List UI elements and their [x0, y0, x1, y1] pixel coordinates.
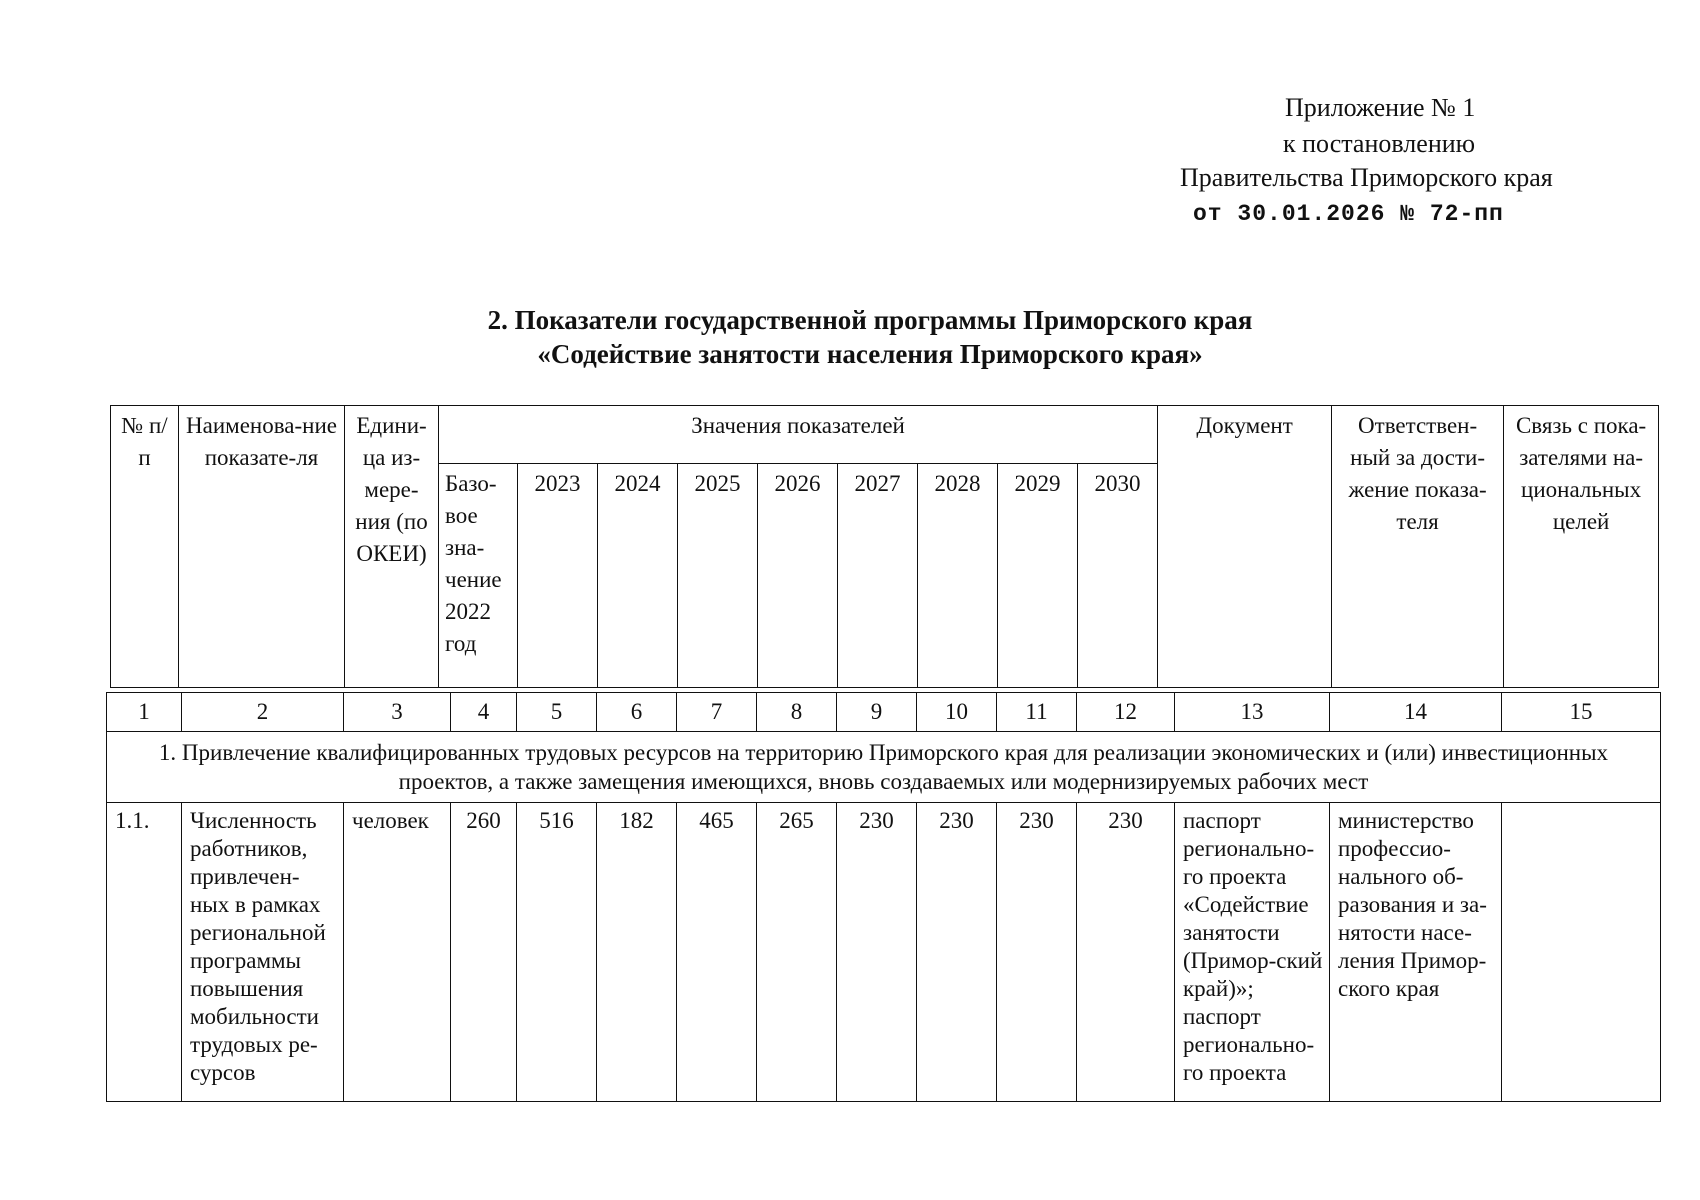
header-name: Наименова-ние показате-ля: [179, 406, 345, 688]
appendix-ref: к постановлению: [1283, 129, 1476, 158]
column-number: 13: [1175, 693, 1330, 732]
column-number: 2: [182, 693, 344, 732]
column-number: 6: [597, 693, 677, 732]
column-number: 5: [517, 693, 597, 732]
row-link: [1502, 803, 1661, 1102]
header-year: 2029: [998, 464, 1078, 688]
header-num: № п/п: [111, 406, 179, 688]
row-document: паспорт регионально-го проекта «Содействие занятости (Примор-ский край)»; паспорт регионально-го проекта: [1175, 803, 1330, 1102]
indicators-header-table: [110, 405, 1659, 688]
row-num: 1.1.: [107, 803, 182, 1102]
column-number: 8: [757, 693, 837, 732]
column-number: 14: [1330, 693, 1502, 732]
row-value: 265: [757, 803, 837, 1102]
column-number: 11: [997, 693, 1077, 732]
column-number: 4: [451, 693, 517, 732]
row-value: 230: [837, 803, 917, 1102]
row-base-value: 260: [451, 803, 517, 1102]
header-year: 2023: [518, 464, 598, 688]
header-values-group: Значения показателей: [439, 406, 1158, 464]
title-line-2: «Содействие занятости населения Приморского края»: [537, 339, 1203, 369]
document-title: [0, 303, 1700, 371]
column-number: 12: [1077, 693, 1175, 732]
header-responsible: Ответствен-ный за дости-жение показа-теля: [1332, 406, 1504, 688]
row-unit: человек: [344, 803, 451, 1102]
column-number-row: [107, 693, 1661, 732]
header-year: 2028: [918, 464, 998, 688]
row-value: 230: [1077, 803, 1175, 1102]
column-number: 10: [917, 693, 997, 732]
header-year: 2030: [1078, 464, 1158, 688]
column-number: 3: [344, 693, 451, 732]
appendix-date-number: от 30.01.2026 № 72-пп: [1193, 201, 1504, 227]
header-link: Связь с пока-зателями на-циональных целей: [1504, 406, 1659, 688]
column-number: 7: [677, 693, 757, 732]
appendix-number: Приложение № 1: [1285, 93, 1476, 122]
header-year: 2024: [598, 464, 678, 688]
table-row: [107, 803, 1661, 1102]
header-year: 2026: [758, 464, 838, 688]
section-title: 1. Привлечение квалифицированных трудовых ресурсов на территорию Приморского края для реализации экономических и (или) инвестиционных проектов, а также замещения имеющихся, вновь создаваемых или модернизируемых рабочих мест: [107, 732, 1661, 803]
section-row: [107, 732, 1661, 803]
header-unit: Едини-ца из-мере-ния (по ОКЕИ): [345, 406, 439, 688]
appendix-authority: Правительства Приморского края: [1180, 163, 1553, 192]
header-base: Базо-вое зна-чение 2022 год: [439, 464, 518, 688]
title-line-1: 2. Показатели государственной программы Приморского края: [487, 305, 1253, 335]
row-name: Численность работников, привлечен-ных в рамках региональной программы повышения мобильности трудовых ре-сурсов: [182, 803, 344, 1102]
indicators-body-table: [106, 692, 1661, 1102]
header-year: 2025: [678, 464, 758, 688]
header-document: Документ: [1158, 406, 1332, 688]
column-number: 9: [837, 693, 917, 732]
row-value: 230: [997, 803, 1077, 1102]
row-responsible: министерство профессио-нального об-разования и за-нятости насе-ления Примор-ского края: [1330, 803, 1502, 1102]
header-year: 2027: [838, 464, 918, 688]
row-value: 182: [597, 803, 677, 1102]
row-value: 230: [917, 803, 997, 1102]
column-number: 15: [1502, 693, 1661, 732]
row-value: 465: [677, 803, 757, 1102]
row-value: 516: [517, 803, 597, 1102]
column-number: 1: [107, 693, 182, 732]
